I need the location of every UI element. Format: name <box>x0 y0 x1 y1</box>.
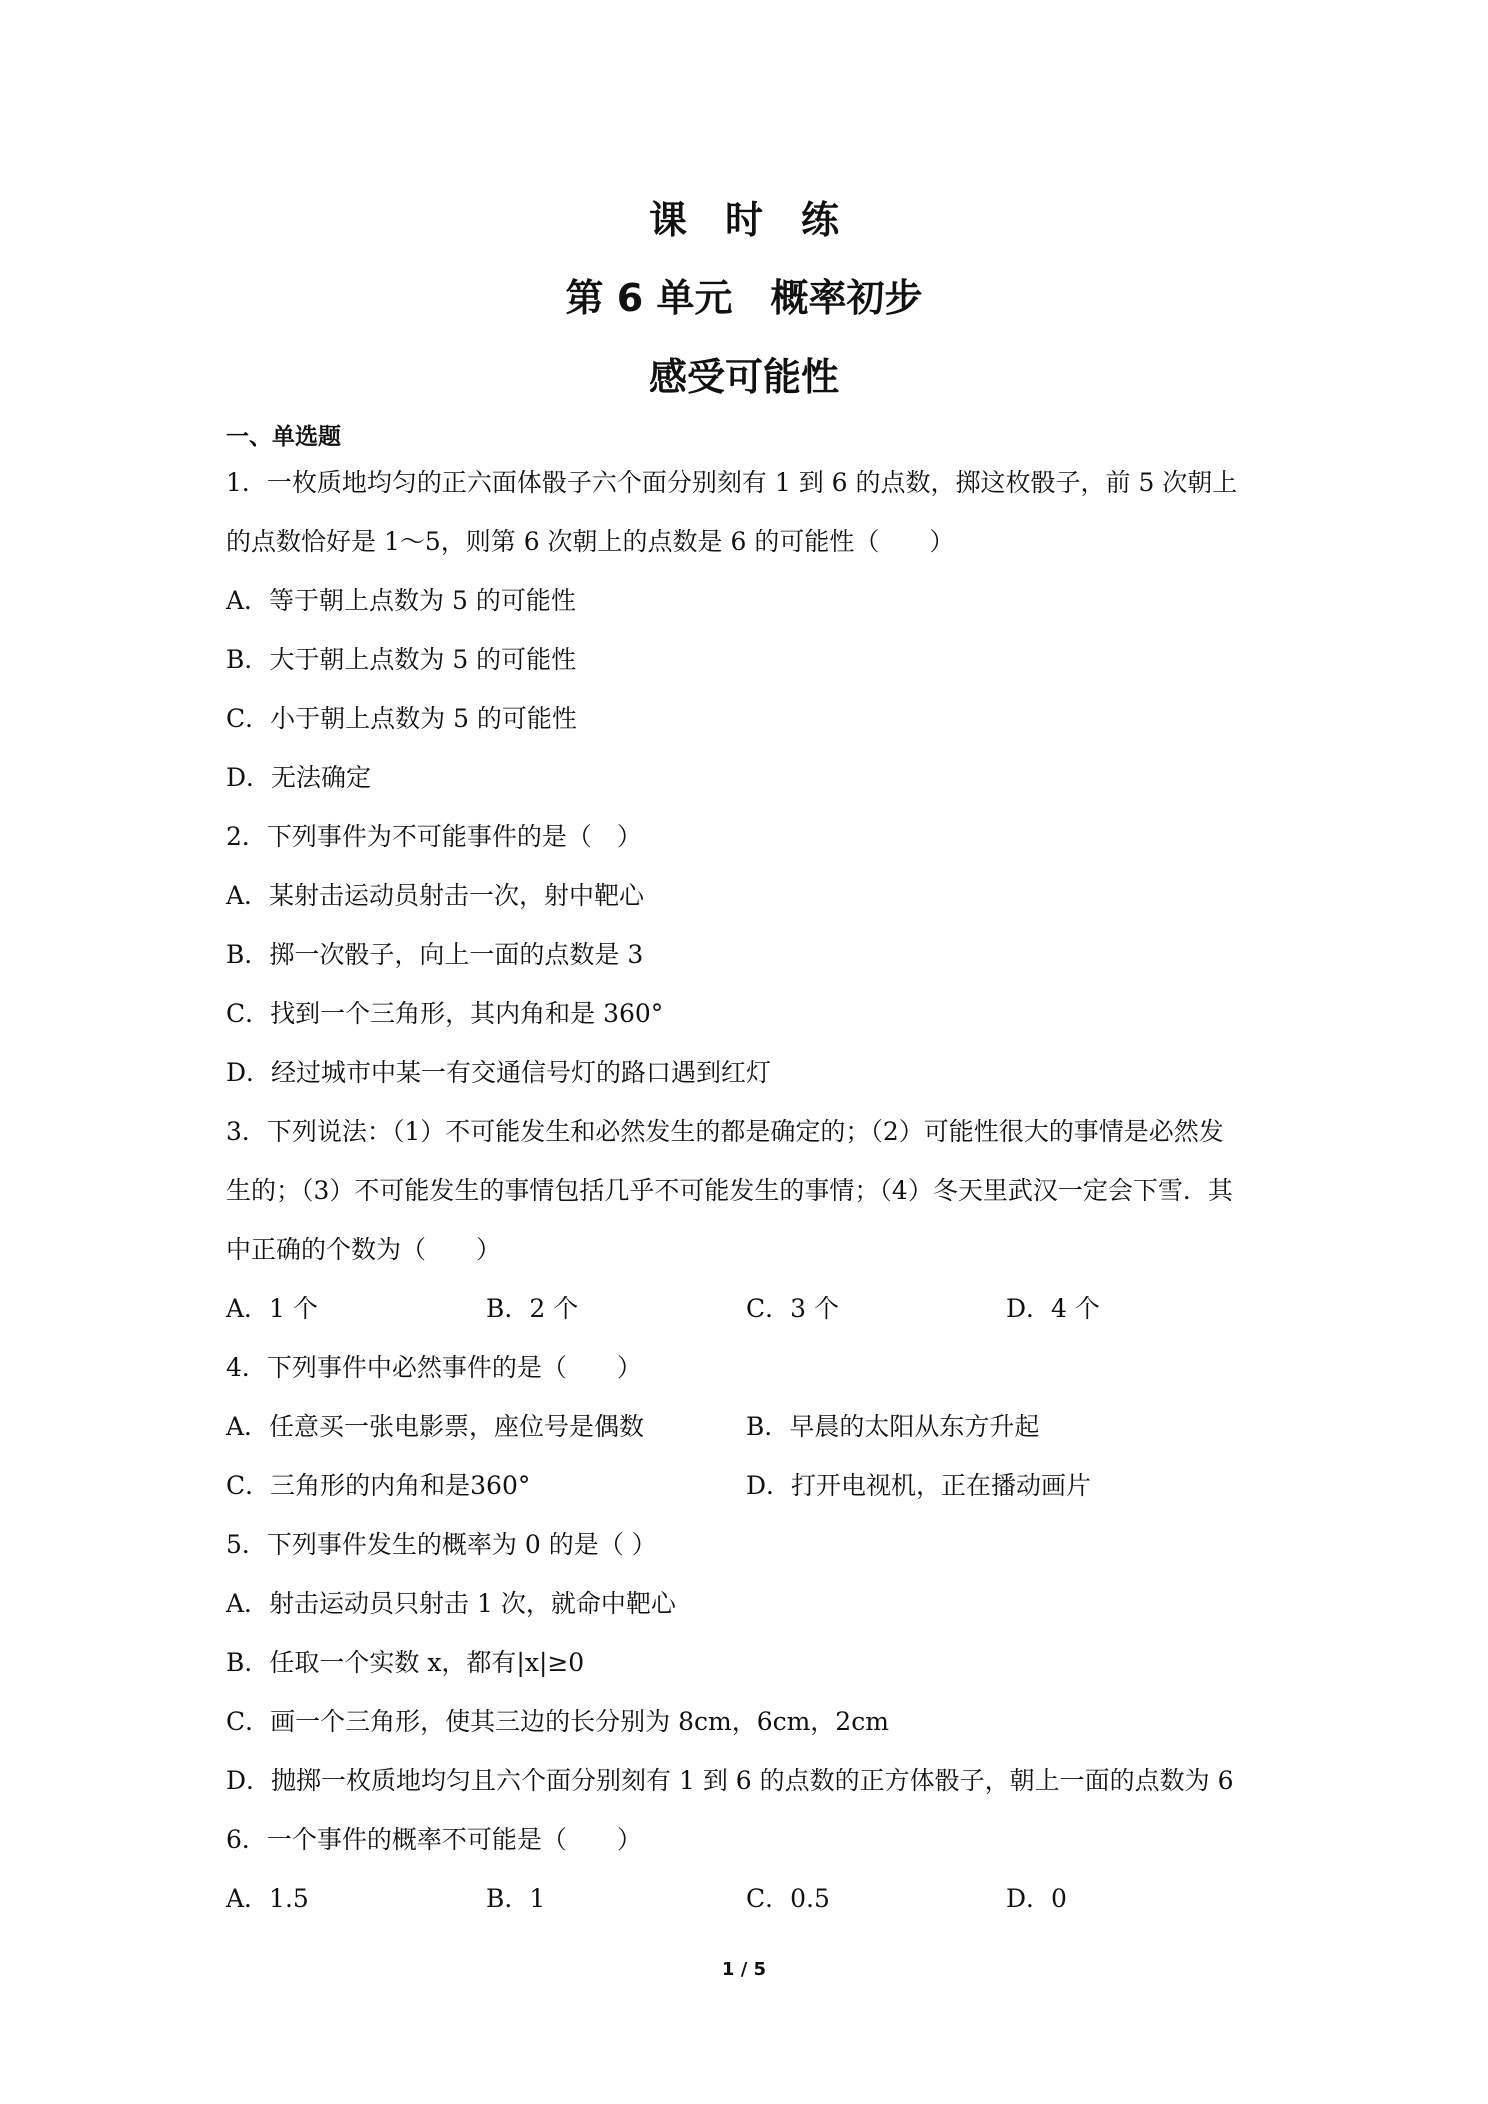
question-3-option-d: D．4 个 <box>1006 1294 1100 1323</box>
question-5-option-d: D．抛掷一枚质地均匀且六个面分别刻有 1 到 6 的点数的正方体骰子，朝上一面的点数为 6 <box>226 1766 1234 1795</box>
question-3-stem-line-1: 3．下列说法：（1）不可能发生和必然发生的都是确定的；（2）可能性很大的事情是必然发 <box>226 1117 1224 1146</box>
question-2-option-d: D．经过城市中某一有交通信号灯的路口遇到红灯 <box>226 1058 772 1087</box>
question-3-stem-line-2: 生的；（3）不可能发生的事情包括几乎不可能发生的事情；（4）冬天里武汉一定会下雪．其 <box>226 1176 1233 1205</box>
lesson-title: 感受可能性 <box>648 355 839 399</box>
question-6-option-d: D．0 <box>1006 1884 1067 1913</box>
question-4-option-d: D．打开电视机，正在播动画片 <box>746 1471 1092 1500</box>
question-4-stem: 4．下列事件中必然事件的是（ ） <box>226 1353 642 1382</box>
question-4-option-b: B．早晨的太阳从东方升起 <box>746 1412 1040 1441</box>
question-4-option-a: A．任意买一张电影票，座位号是偶数 <box>226 1412 645 1441</box>
question-4-option-c: C．三角形的内角和是360° <box>226 1471 531 1500</box>
question-1-stem-line-1: 1．一枚质地均匀的正六面体骰子六个面分别刻有 1 到 6 的点数，掷这枚骰子，前 5 次朝上 <box>226 468 1238 497</box>
question-1-option-c: C．小于朝上点数为 5 的可能性 <box>226 704 577 733</box>
unit-title: 第 6 单元 概率初步 <box>565 276 923 320</box>
question-5-stem: 5．下列事件发生的概率为 0 的是（ ） <box>226 1530 657 1559</box>
question-3-stem-line-3: 中正确的个数为（ ） <box>226 1235 502 1264</box>
section-heading: 一、单选题 <box>226 424 341 450</box>
question-3-option-c: C．3 个 <box>746 1294 839 1323</box>
question-3-option-b: B．2 个 <box>486 1294 579 1323</box>
question-2-option-a: A．某射击运动员射击一次，射中靶心 <box>226 881 645 910</box>
question-1-option-a: A．等于朝上点数为 5 的可能性 <box>226 586 576 615</box>
question-6-stem: 6．一个事件的概率不可能是（ ） <box>226 1825 642 1854</box>
question-5-option-b: B．任取一个实数 x，都有|x|≥0 <box>226 1648 585 1677</box>
question-2-stem: 2．下列事件为不可能事件的是（ ） <box>226 822 642 851</box>
question-1-stem-line-2: 的点数恰好是 1～5，则第 6 次朝上的点数是 6 的可能性（ ） <box>226 527 955 556</box>
question-2-option-c: C．找到一个三角形，其内角和是 360° <box>226 999 664 1028</box>
page-number: 1 / 5 <box>721 1959 767 1980</box>
question-6-option-c: C．0.5 <box>746 1884 830 1913</box>
question-2-option-b: B．掷一次骰子，向上一面的点数是 3 <box>226 940 644 969</box>
question-5-option-c: C．画一个三角形，使其三边的长分别为 8cm，6cm，2cm <box>226 1707 889 1736</box>
question-1-option-b: B．大于朝上点数为 5 的可能性 <box>226 645 577 674</box>
question-3-option-a: A．1 个 <box>226 1294 318 1323</box>
question-5-option-a: A．射击运动员只射击 1 次，就命中靶心 <box>226 1589 676 1618</box>
question-6-option-a: A．1.5 <box>226 1884 309 1913</box>
question-1-option-d: D．无法确定 <box>226 763 372 792</box>
question-6-option-b: B．1 <box>486 1884 546 1913</box>
page-title: 课 时 练 <box>648 198 839 242</box>
